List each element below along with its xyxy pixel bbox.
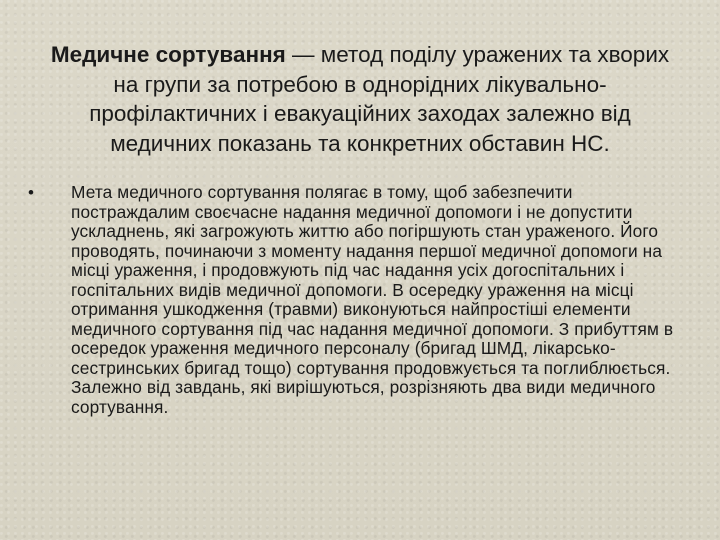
- bullet-item: [28, 183, 690, 417]
- bullet-icon: •: [28, 183, 35, 202]
- slide-heading: [44, 40, 676, 158]
- bullet-text: Мета медичного сортування полягає в тому, щоб забезпечити постраждалим своєчасне надання медичної допомоги і не допустити ускладнень, які загрожують життю або погіршують стан ураженого. Його проводять, починаючи з моменту надання першої медичної допомоги на місці ураження, і продовжують під час надання усіх догоспітальних і госпітальних видів медичної допомоги. В осередку ураження на місці отримання ушкодження (травми) виконуються найпростіші елементи медичного сортування під час надання медичної допомоги. З прибуттям в осередок ураження медичного персоналу (бригад ШМД, лікарсько-сестринських бригад тощо) сортування продовжується та поглиблюється. Залежно від завдань, які вирішуються, розрізняють два види медичного сортування.: [71, 182, 674, 417]
- heading-term: Медичне сортування: [50, 42, 286, 67]
- heading-definition: — метод поділу уражених та хворих на групи за потребою в однорідних лікувально-профілактичних і евакуаційних заходах залежно від медичних показань та конкретних обставин НС.: [89, 42, 670, 156]
- bullet-list: [28, 183, 690, 417]
